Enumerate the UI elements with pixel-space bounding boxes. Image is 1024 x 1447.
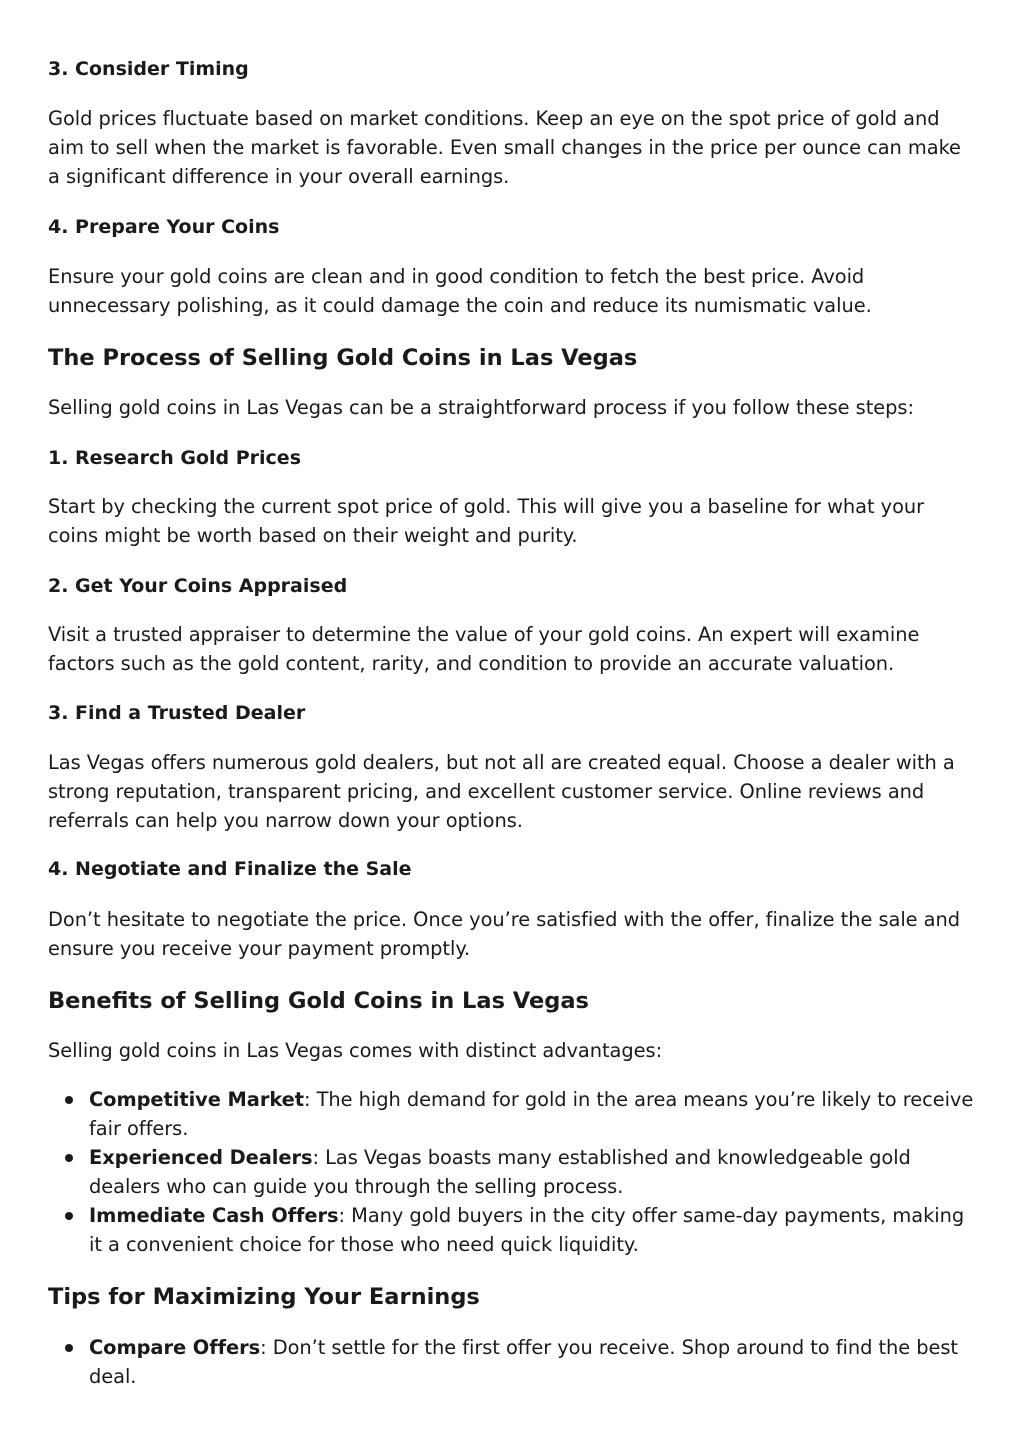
- subheading-prepare-coins: [48, 213, 978, 241]
- paragraph: Selling gold coins in Las Vegas can be a straightforward process if you follow these steps:: [48, 396, 914, 419]
- bullet-icon: [65, 1096, 73, 1104]
- list-item-text: : The high demand for gold in the area means you’re likely to receive fair offers.: [89, 1088, 974, 1140]
- list-item: [48, 1143, 978, 1201]
- heading-tips: [48, 1281, 978, 1313]
- bullet-icon: [65, 1344, 73, 1352]
- section-title: Tips for Maximizing Your Earnings: [48, 1284, 480, 1310]
- step-heading: 1. Research Gold Prices: [48, 447, 302, 469]
- paragraph: Selling gold coins in Las Vegas comes with distinct advantages:: [48, 1039, 663, 1062]
- paragraph: Las Vegas offers numerous gold dealers, but not all are created equal. Choose a dealer with a strong reputation, transparent pricing, and excellent customer service. Online reviews and referrals can help you narrow down your options.: [48, 751, 955, 832]
- list-item-text: : Many gold buyers in the city offer same-day payments, making it a convenient choice for those who need quick liquidity.: [89, 1204, 965, 1256]
- list-item: [48, 1333, 978, 1391]
- section-title: The Process of Selling Gold Coins in Las Vegas: [48, 345, 638, 371]
- list-item-term: Competitive Market: [89, 1088, 305, 1111]
- benefits-list: [48, 1085, 978, 1259]
- step-heading: 4. Negotiate and Finalize the Sale: [48, 858, 412, 880]
- section-heading: 3. Consider Timing: [48, 58, 249, 80]
- paragraph-consider-timing: [48, 104, 978, 191]
- paragraph: Ensure your gold coins are clean and in good condition to fetch the best price. Avoid unnecessary polishing, as it could damage the coin and reduce its numismatic value.: [48, 265, 872, 317]
- heading-benefits: [48, 985, 978, 1017]
- paragraph-benefits-intro: [48, 1036, 978, 1065]
- bullet-icon: [65, 1212, 73, 1220]
- subheading-trusted-dealer: [48, 699, 978, 727]
- list-item-term: Experienced Dealers: [89, 1146, 313, 1169]
- bullet-icon: [65, 1154, 73, 1162]
- step-heading: 2. Get Your Coins Appraised: [48, 575, 348, 597]
- subheading-negotiate: [48, 855, 978, 883]
- subheading-appraisal: [48, 572, 978, 600]
- list-item: [48, 1201, 978, 1259]
- heading-process: [48, 342, 978, 374]
- paragraph-research-prices: [48, 492, 978, 550]
- paragraph: Gold prices fluctuate based on market conditions. Keep an eye on the spot price of gold and aim to sell when the market is favorable. Even small changes in the price per ounce can make a significant difference in your overall earnings.: [48, 107, 961, 188]
- section-heading: 4. Prepare Your Coins: [48, 216, 280, 238]
- step-heading: 3. Find a Trusted Dealer: [48, 702, 306, 724]
- section-title: Benefits of Selling Gold Coins in Las Vegas: [48, 988, 589, 1014]
- paragraph-negotiate: [48, 905, 978, 963]
- subheading-consider-timing: [48, 55, 978, 83]
- list-item-term: Compare Offers: [89, 1336, 261, 1359]
- list-item-text: : Don’t settle for the first offer you receive. Shop around to find the best deal.: [89, 1336, 958, 1388]
- paragraph: Don’t hesitate to negotiate the price. Once you’re satisfied with the offer, finalize the sale and ensure you receive your payment promptly.: [48, 908, 960, 960]
- paragraph-process-intro: [48, 393, 978, 422]
- list-item: [48, 1085, 978, 1143]
- paragraph-appraisal: [48, 620, 978, 678]
- list-item-text: : Las Vegas boasts many established and knowledgeable gold dealers who can guide you through the selling process.: [89, 1146, 911, 1198]
- paragraph: Start by checking the current spot price of gold. This will give you a baseline for what your coins might be worth based on their weight and purity.: [48, 495, 925, 547]
- subheading-research-prices: [48, 444, 978, 472]
- paragraph-trusted-dealer: [48, 748, 978, 835]
- list-item-term: Immediate Cash Offers: [89, 1204, 339, 1227]
- paragraph: Visit a trusted appraiser to determine the value of your gold coins. An expert will examine factors such as the gold content, rarity, and condition to provide an accurate valuation.: [48, 623, 920, 675]
- paragraph-prepare-coins: [48, 262, 978, 320]
- tips-list: [48, 1333, 978, 1391]
